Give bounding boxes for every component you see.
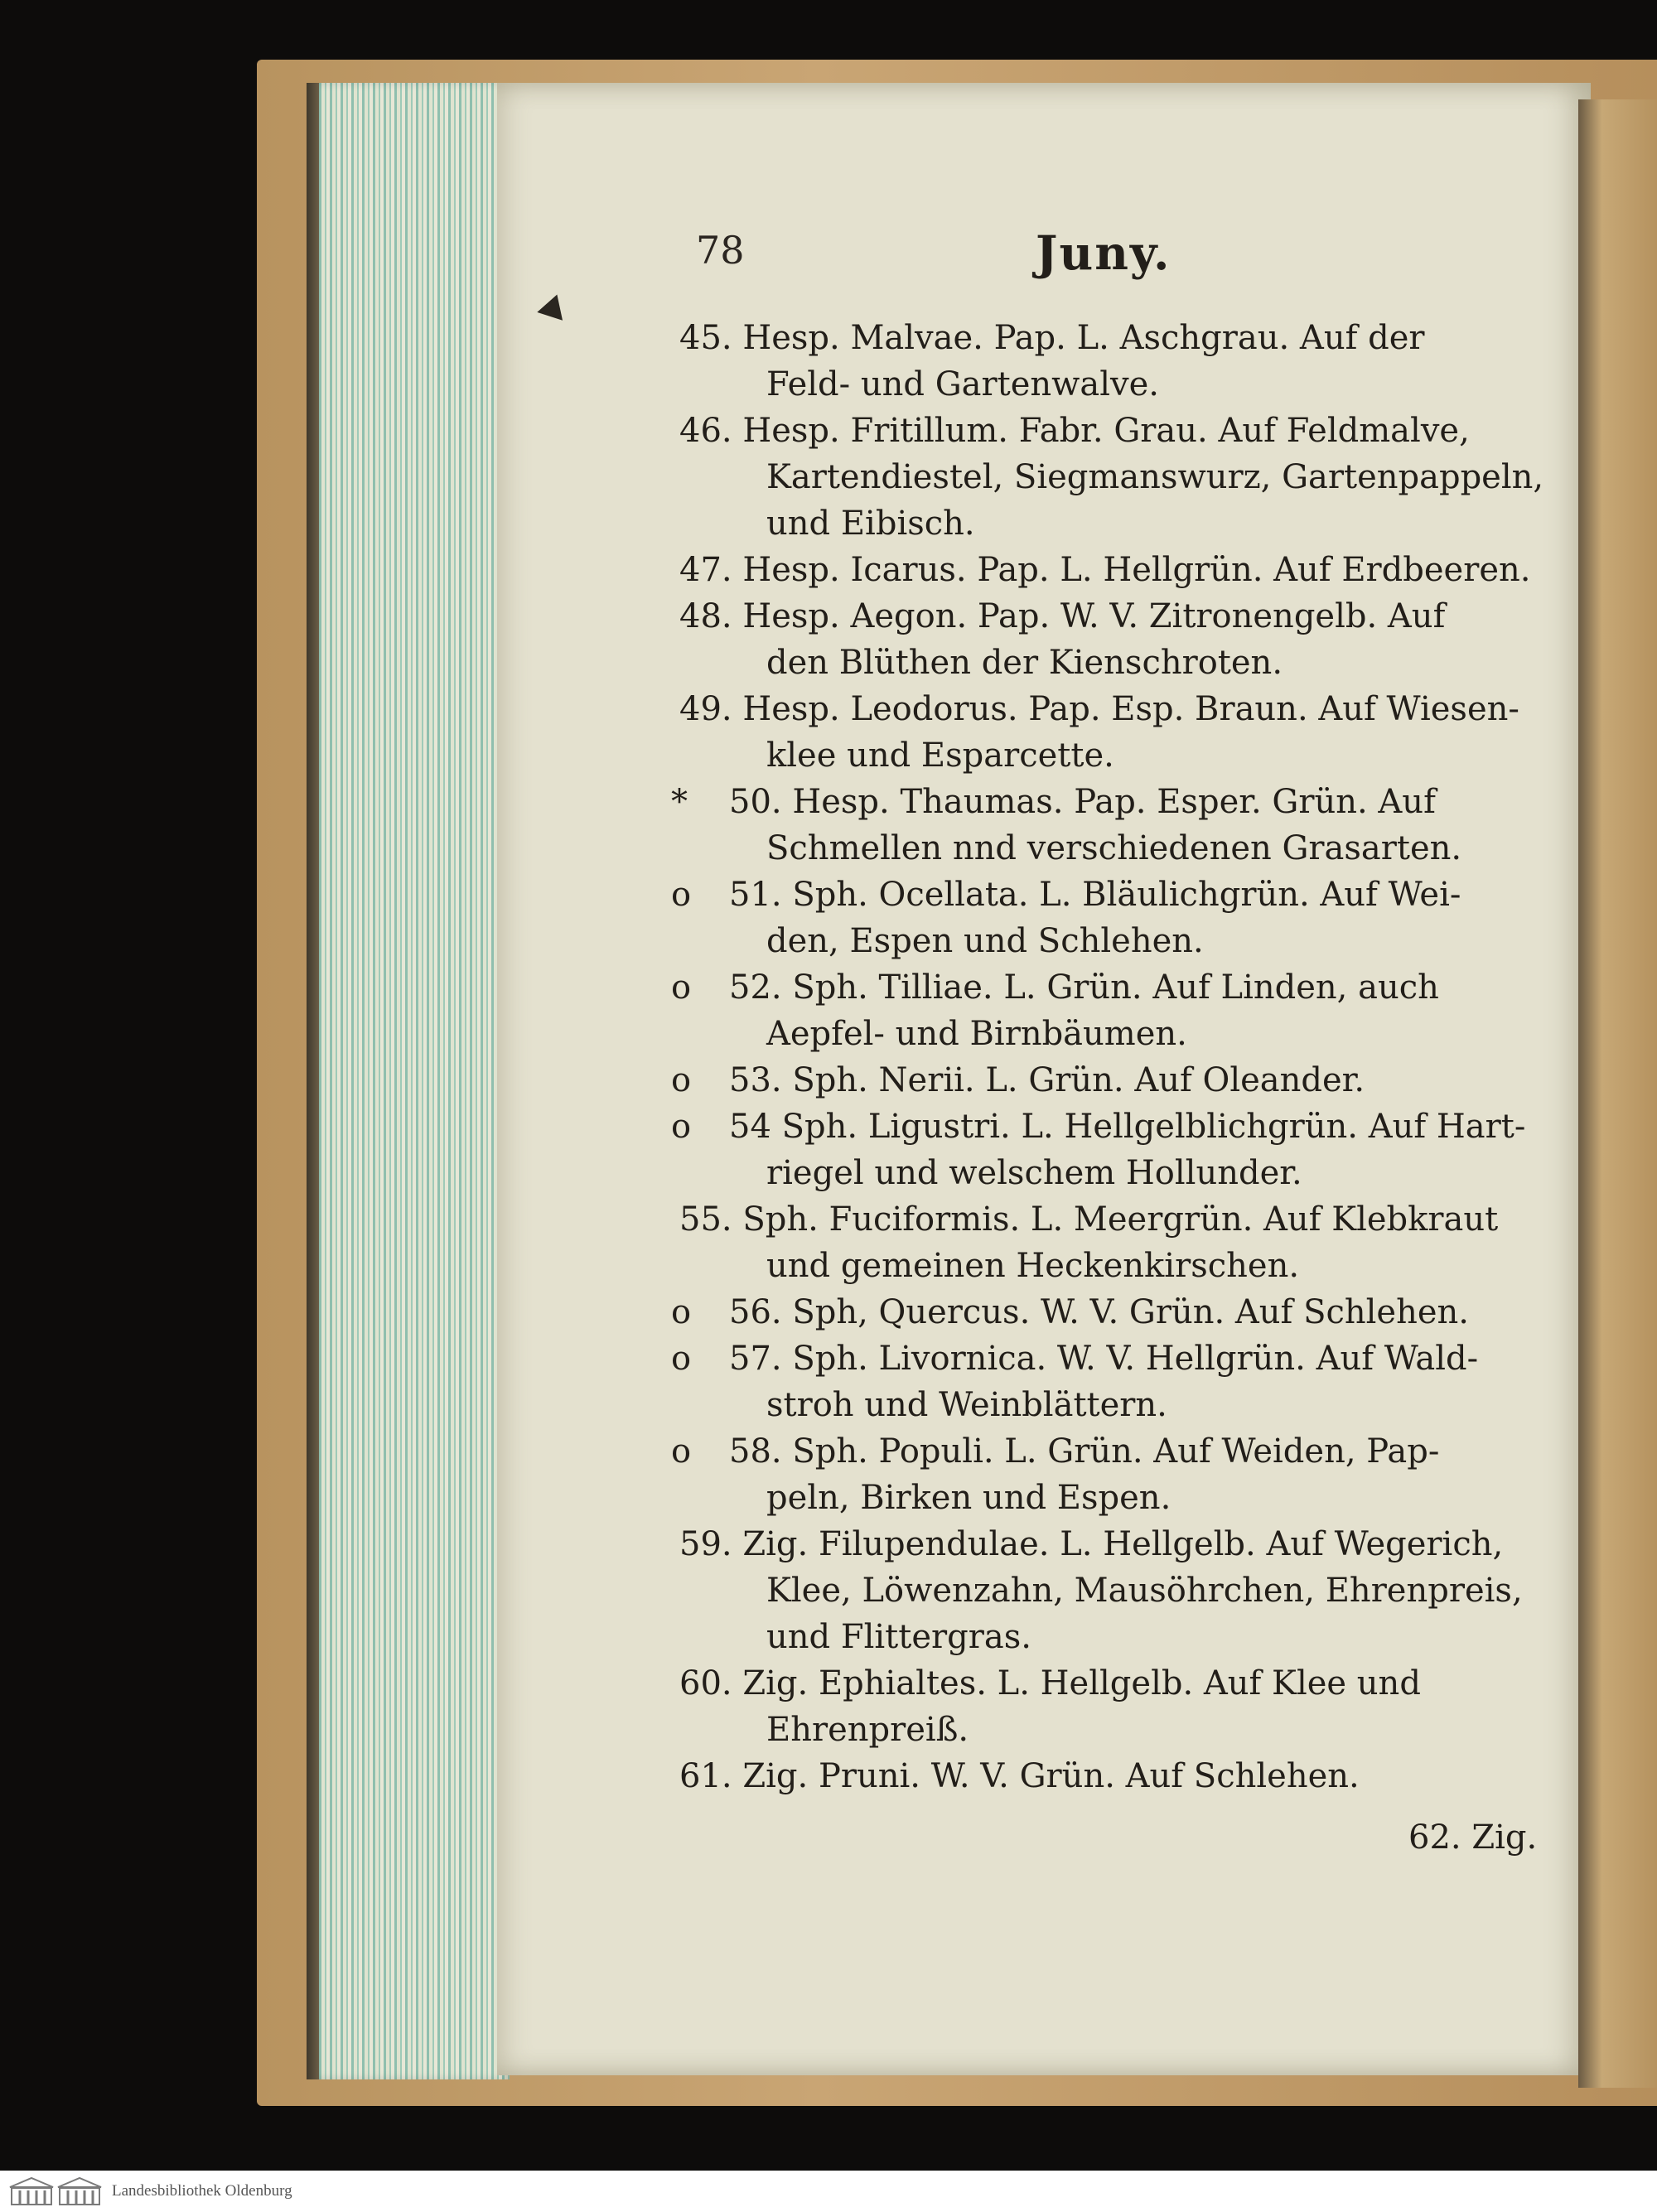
catalog-entry — [671, 779, 1558, 872]
catalog-entry — [671, 872, 1558, 964]
catalog-entry — [671, 1104, 1558, 1196]
catalog-entry — [679, 408, 1558, 547]
entry-mark: * — [671, 783, 688, 821]
catalog-entry — [679, 1660, 1558, 1753]
entry-line: Ehrenpreiß. — [766, 1711, 969, 1749]
entry-line: 56. Sph, Quercus. W. V. Grün. Auf Schlehen. — [729, 1293, 1470, 1331]
entry-line: den Blüthen der Kienschroten. — [766, 644, 1283, 682]
entry-mark: o — [671, 1340, 692, 1378]
catalog-entry — [679, 686, 1558, 779]
catalog-entry — [671, 964, 1558, 1057]
page-number: 78 — [696, 228, 745, 273]
entry-mark: o — [671, 876, 692, 914]
running-head: Juny. — [1036, 226, 1171, 281]
library-logo-icon — [7, 2176, 104, 2207]
entry-mark: o — [671, 1108, 692, 1146]
entry-line: 48. Hesp. Aegon. Pap. W. V. Zitronengelb. Auf — [679, 597, 1446, 635]
entry-line: stroh und Weinblättern. — [766, 1386, 1167, 1424]
page-edges — [319, 83, 510, 2079]
entry-mark: o — [671, 968, 692, 1007]
catalog-entry — [671, 1289, 1558, 1335]
catalog-entry — [671, 1428, 1558, 1521]
entry-line: 57. Sph. Livornica. W. V. Hellgrün. Auf Wald- — [729, 1340, 1479, 1378]
entry-line: Schmellen nnd verschiedenen Grasarten. — [766, 829, 1462, 867]
entry-line: 49. Hesp. Leodorus. Pap. Esp. Braun. Auf Wiesen- — [679, 690, 1519, 728]
entry-line: Aepfel- und Birnbäumen. — [766, 1015, 1187, 1053]
entry-line: peln, Birken und Espen. — [766, 1479, 1171, 1517]
entry-line: 47. Hesp. Icarus. Pap. L. Hellgrün. Auf Erdbeeren. — [679, 551, 1531, 589]
page-header — [696, 228, 1210, 294]
entry-line: 61. Zig. Pruni. W. V. Grün. Auf Schlehen. — [679, 1757, 1360, 1795]
library-name: Landesbibliothek Oldenburg — [112, 2182, 292, 2200]
catalog-entry — [679, 547, 1558, 593]
catalog-entry — [679, 1196, 1558, 1289]
entry-list — [671, 315, 1558, 1799]
entry-line: 58. Sph. Populi. L. Grün. Auf Weiden, Pap- — [729, 1432, 1440, 1471]
catchword: 62. Zig. — [1408, 1818, 1538, 1857]
entry-line: 53. Sph. Nerii. L. Grün. Auf Oleander. — [729, 1061, 1365, 1099]
entry-line: Klee, Löwenzahn, Mausöhrchen, Ehrenpreis, — [766, 1572, 1523, 1610]
entry-mark: o — [671, 1293, 692, 1331]
entry-line: Kartendiestel, Siegmanswurz, Gartenpappeln, — [766, 458, 1544, 496]
entry-line: 45. Hesp. Malvae. Pap. L. Aschgrau. Auf der — [679, 319, 1425, 357]
entry-line: 60. Zig. Ephialtes. L. Hellgelb. Auf Klee und — [679, 1664, 1421, 1702]
entry-line: 46. Hesp. Fritillum. Fabr. Grau. Auf Feldmalve, — [679, 412, 1470, 450]
catalog-entry — [679, 315, 1558, 408]
entry-line: und Flittergras. — [766, 1618, 1031, 1656]
footer-bar — [0, 2171, 1657, 2212]
entry-line: 54 Sph. Ligustri. L. Hellgelblichgrün. Auf Hart- — [729, 1108, 1526, 1146]
entry-line: 59. Zig. Filupendulae. L. Hellgelb. Auf Wegerich, — [679, 1525, 1504, 1563]
catalog-entry — [679, 1521, 1558, 1660]
entry-line: und Eibisch. — [766, 505, 975, 543]
book-gutter — [1578, 99, 1657, 2088]
entry-line: Feld- und Gartenwalve. — [766, 365, 1160, 403]
entry-line: 51. Sph. Ocellata. L. Bläulichgrün. Auf Wei- — [729, 876, 1461, 914]
entry-mark: o — [671, 1061, 692, 1099]
catalog-entry — [671, 1057, 1558, 1104]
entry-line: 50. Hesp. Thaumas. Pap. Esper. Grün. Auf — [729, 783, 1436, 821]
entry-line: 52. Sph. Tilliae. L. Grün. Auf Linden, auch — [729, 968, 1439, 1007]
entry-line: und gemeinen Heckenkirschen. — [766, 1247, 1300, 1285]
entry-line: 55. Sph. Fuciformis. L. Meergrün. Auf Klebkraut — [679, 1200, 1499, 1239]
entry-line: riegel und welschem Hollunder. — [766, 1154, 1302, 1192]
catalog-entry — [679, 593, 1558, 686]
entry-line: klee und Esparcette. — [766, 737, 1114, 775]
entry-line: den, Espen und Schlehen. — [766, 922, 1204, 960]
entry-mark: o — [671, 1432, 692, 1471]
catalog-entry — [671, 1335, 1558, 1428]
catalog-entry — [679, 1753, 1558, 1799]
